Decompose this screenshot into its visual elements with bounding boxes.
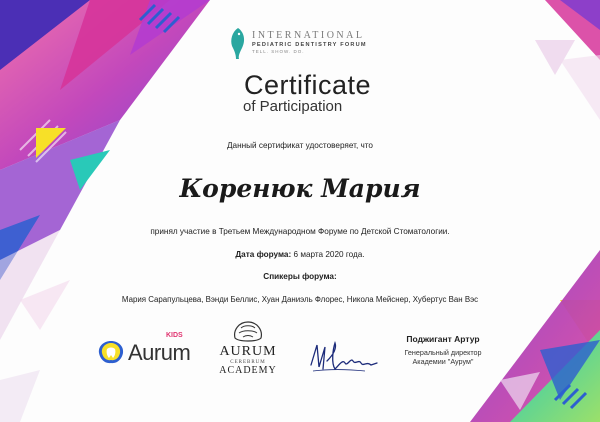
organizer-logo [252, 30, 367, 54]
signature-image [305, 335, 385, 379]
tooth-logo-icon [96, 338, 126, 366]
date-label: Дата форума: [235, 250, 292, 259]
forum-date [0, 250, 600, 259]
certificate-subtitle: of Participation [243, 98, 343, 115]
signer-role-line1: Генеральный директор [404, 348, 482, 357]
intro-text: Данный сертификат удостоверяет, что [226, 141, 373, 150]
participation-text: принял участие в Третьем Международном Форуме по Детской Стоматологии. [150, 227, 450, 236]
academy-logo [213, 322, 283, 376]
signer-name: Поджигант Артур [406, 334, 480, 344]
speakers-label: Спикеры форума: [263, 272, 337, 281]
organizer-line2: PEDIATRIC DENTISTRY FORUM [252, 42, 367, 48]
organizer-line3: TELL. SHOW. DO. [252, 49, 305, 54]
dolphin-logo-icon [226, 26, 250, 60]
aurum-wordmark: Aurum [128, 340, 191, 365]
academy-line2: CEREBRUM [230, 360, 266, 365]
academy-line1: AURUM [219, 344, 277, 359]
speakers-list: Мария Сарапульцева, Вэнди Беллис, Хуан Даниэль Флорес, Никола Мейснер, Хубертус Ван Вэс [121, 295, 479, 304]
signer-block [388, 334, 498, 366]
signer-role-line2: Академии "Аурум" [412, 357, 474, 366]
aurum-kids-badge: KIDS [166, 332, 183, 339]
date-value: 6 марта 2020 года. [293, 250, 365, 259]
certificate-title: Certificate [244, 70, 372, 100]
organizer-line1: INTERNATIONAL [252, 30, 365, 41]
academy-line3: ACADEMY [219, 365, 277, 376]
recipient-name: Коренюк Мария [179, 174, 421, 203]
brain-logo-icon [231, 320, 265, 344]
